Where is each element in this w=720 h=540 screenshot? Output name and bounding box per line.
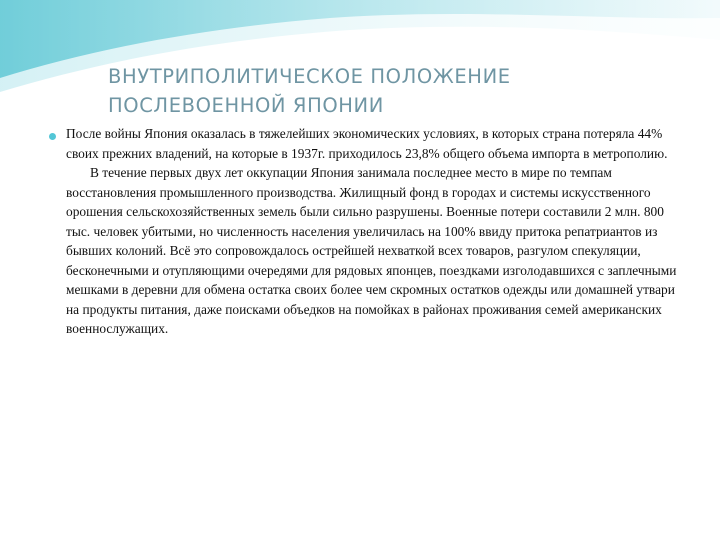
paragraph-1: После войны Япония оказалась в тяжелейших экономических условиях, в которых страна потеряла 44% своих прежних владений, на которые в 1937г. приходилось 23,8% общего объема импорта в метрополию.	[66, 126, 668, 161]
slide-title	[108, 62, 668, 120]
title-line-1: ВНУТРИПОЛИТИЧЕСКОЕ ПОЛОЖЕНИЕ	[108, 65, 511, 88]
bullet-icon	[49, 133, 56, 140]
title-line-2: ПОСЛЕВОЕННОЙ ЯПОНИИ	[108, 94, 384, 117]
paragraph-2: В течение первых двух лет оккупации Япония занимала последнее место в мире по темпам восстановления промышленного производства. Жилищный фонд в городах и системы искусственного орошения сельскохозяйственных земель были сильно разрушены. Военные потери составили 2 млн. 800 тыс. человек убитыми, но численность населения увеличилась на 100% ввиду притока репатриантов из бывших колоний. Всё это сопровождалось острейшей нехваткой всех товаров, разгулом спекуляции, бесконечными и отупляющими очередями для рядовых японцев, поездками изголодавшихся с заплечными мешками в деревни для обмена остатка своих более чем скромных остатков одежды или домашней утвари на продукты питания, даже поисками объедков на помойках в районах проживания семей американских военнослужащих.	[66, 165, 677, 336]
body-text	[66, 124, 690, 339]
